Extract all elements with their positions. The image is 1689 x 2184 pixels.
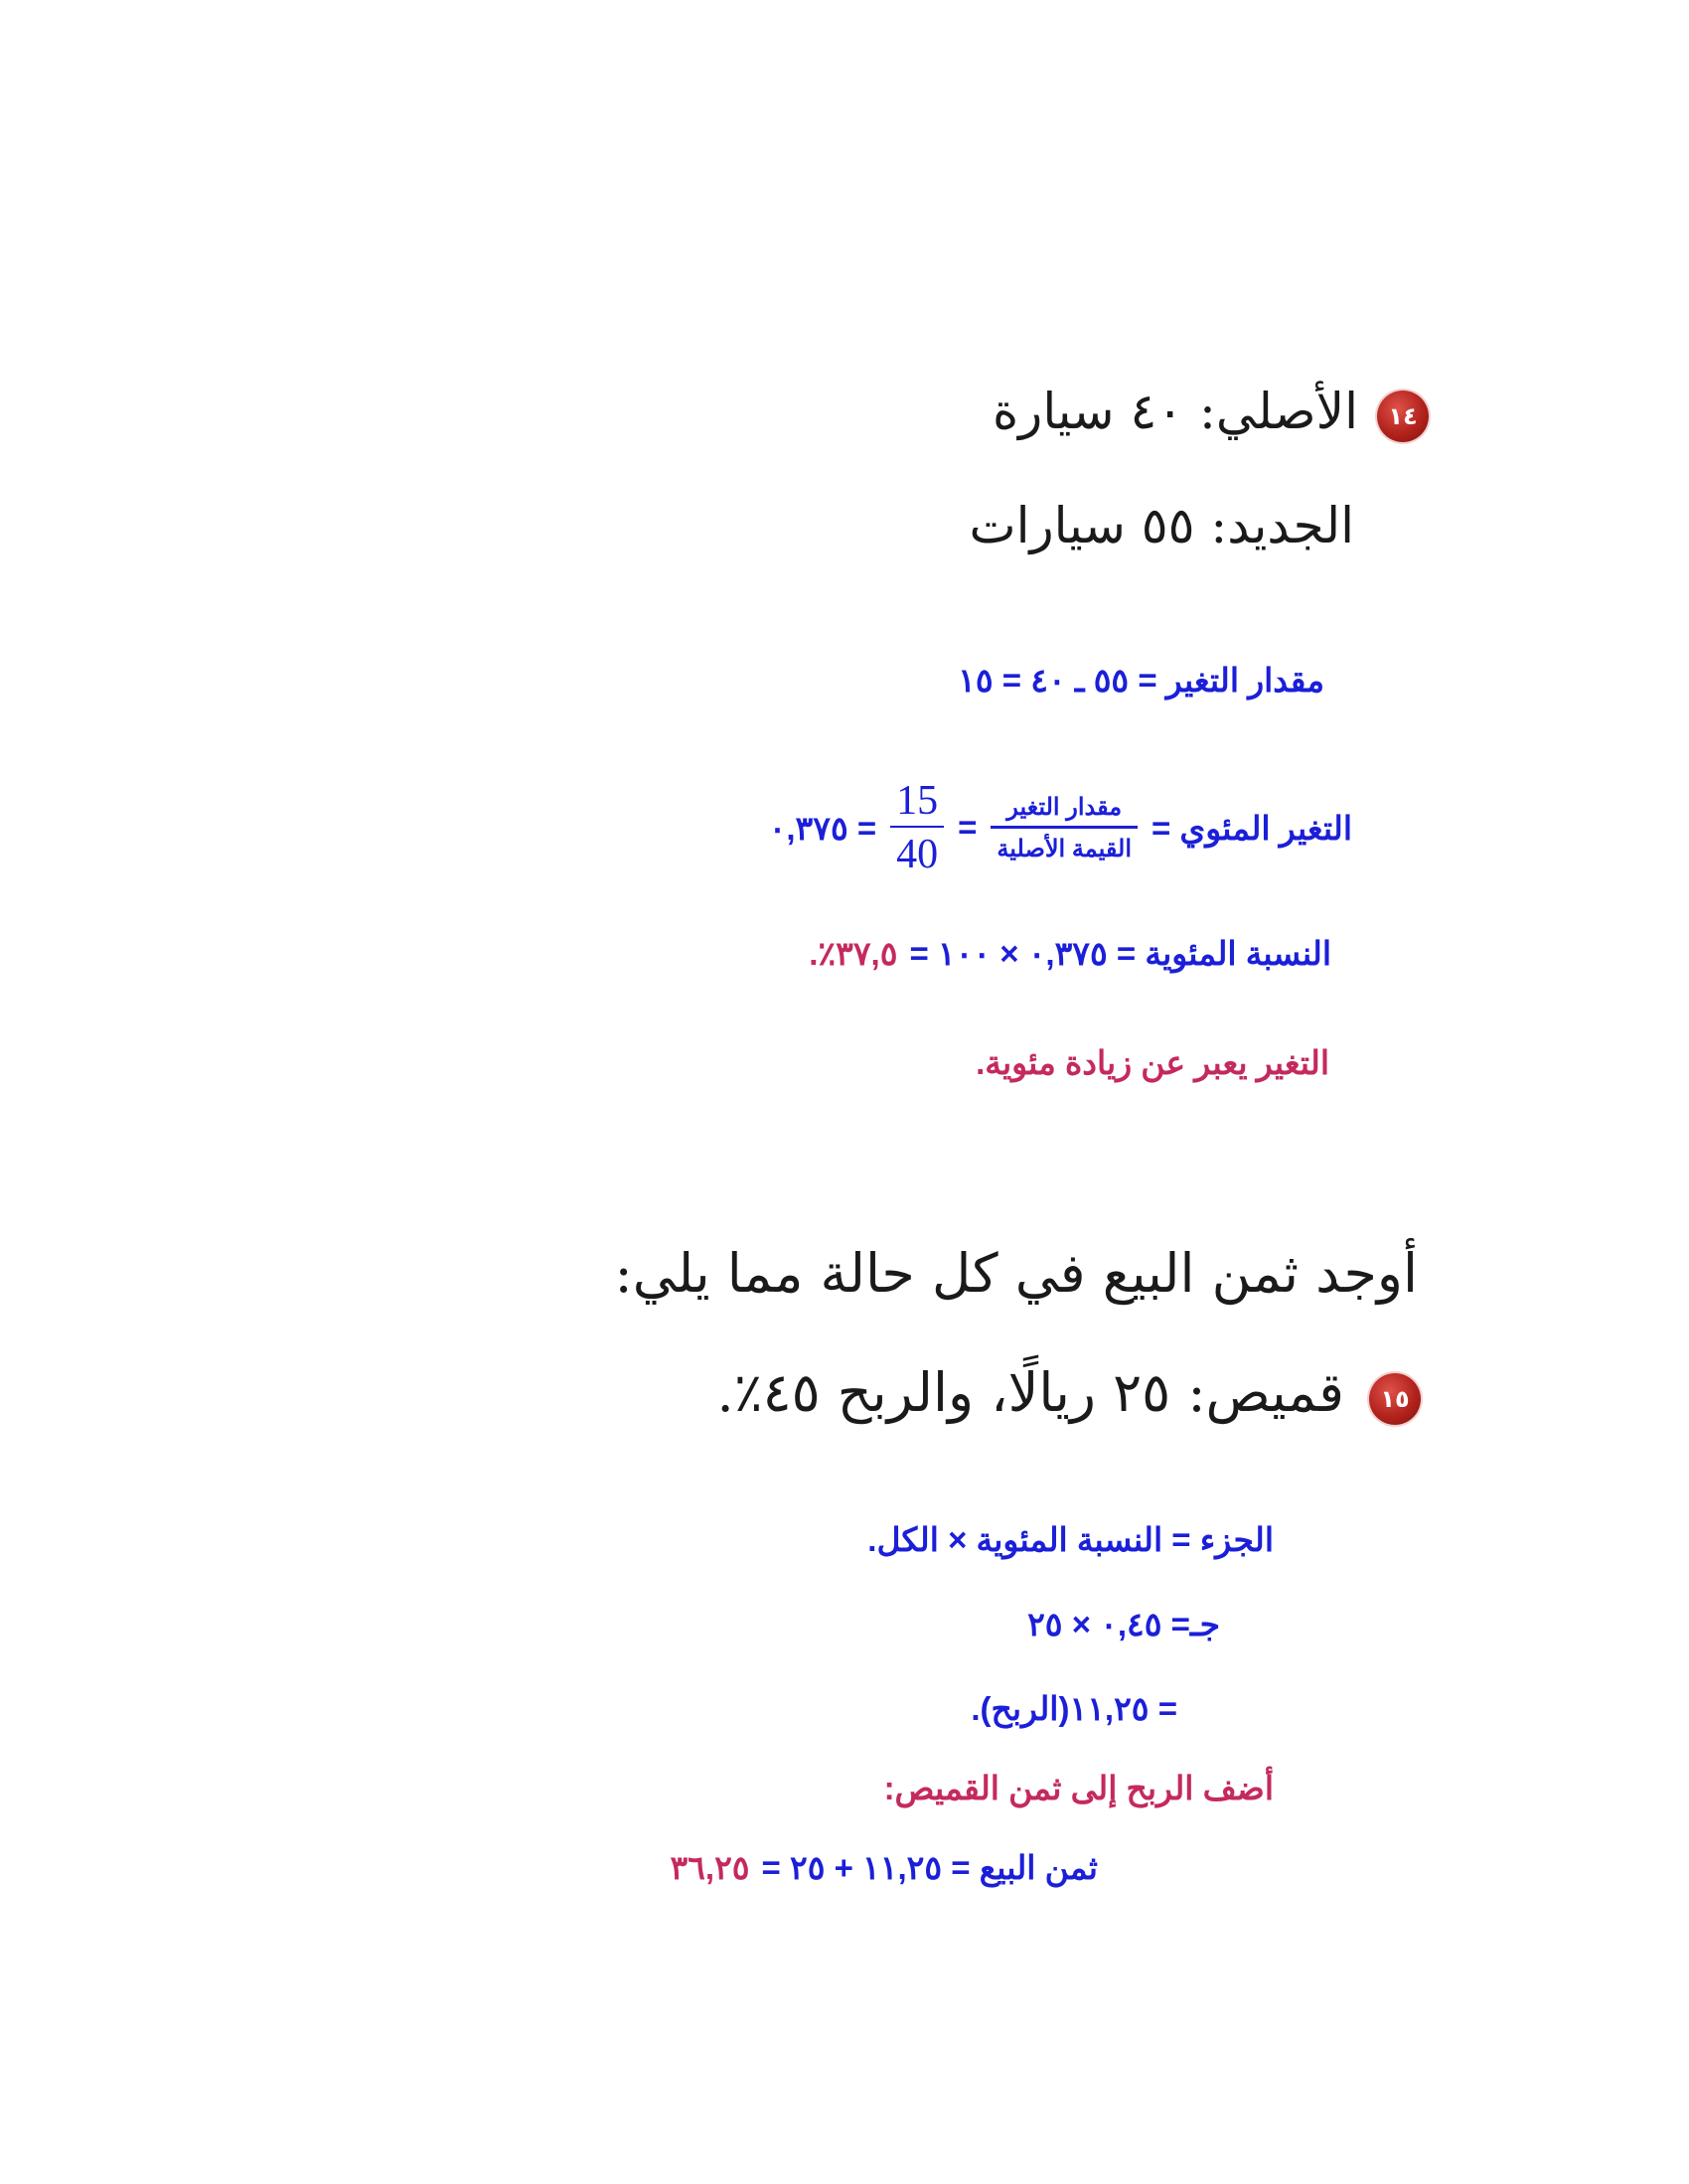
word-fraction xyxy=(991,793,1138,863)
problem-15-badge xyxy=(1369,1373,1421,1425)
problem-14-badge xyxy=(1377,390,1429,442)
conclusion-line: التغير يعبر عن زيادة مئوية. xyxy=(976,1044,1329,1081)
equals-sign: = xyxy=(958,809,978,846)
step-one-line: جـ= ٠,٤٥ × ٢٥ xyxy=(1027,1606,1220,1642)
number-fraction-numerator: 15 xyxy=(896,778,939,824)
step-two-line: = ١١,٢٥(الربح). xyxy=(971,1690,1177,1727)
problem-15-statement: قميص: ٢٥ ريالًا، والربح ٤٥٪. xyxy=(716,1361,1344,1424)
percent-change-equation xyxy=(765,780,1356,875)
section-heading: أوجد ثمن البيع في كل حالة مما يلي: xyxy=(614,1242,1418,1305)
decimal-result: = ٠,٣٧٥ xyxy=(768,809,877,847)
formula-line: الجزء = النسبة المئوية × الكل. xyxy=(867,1521,1274,1558)
change-amount-line: مقدار التغير = ٥٥ ـ ٤٠ = ١٥ xyxy=(958,662,1324,699)
word-fraction-numerator: مقدار التغير xyxy=(1006,793,1123,821)
instruction-line: أضف الربح إلى ثمن القميص: xyxy=(883,1770,1274,1806)
sale-price-result: ٣٦,٢٥ xyxy=(670,1849,750,1886)
percent-line-calculation: النسبة المئوية = ٠,٣٧٥ × ١٠٠ = xyxy=(909,935,1331,972)
sale-price-line xyxy=(670,1848,1098,1887)
sale-price-calculation: ثمن البيع = ١١,٢٥ + ٢٥ = xyxy=(761,1849,1098,1886)
percent-line xyxy=(809,934,1331,973)
number-fraction-denominator: 40 xyxy=(890,826,944,875)
new-value-line: الجديد: ٥٥ سيارات xyxy=(969,497,1354,554)
percent-change-label: التغير المئوي = xyxy=(1151,809,1352,847)
problem-15-number: ١٥ xyxy=(1380,1385,1410,1413)
original-value-line: الأصلي: ٤٠ سيارة xyxy=(992,383,1358,440)
number-fraction xyxy=(890,780,944,875)
word-fraction-denominator: القيمة الأصلية xyxy=(991,826,1138,863)
problem-14-number: ١٤ xyxy=(1388,402,1418,430)
percent-line-result: ٣٧,٥٪. xyxy=(809,935,898,972)
